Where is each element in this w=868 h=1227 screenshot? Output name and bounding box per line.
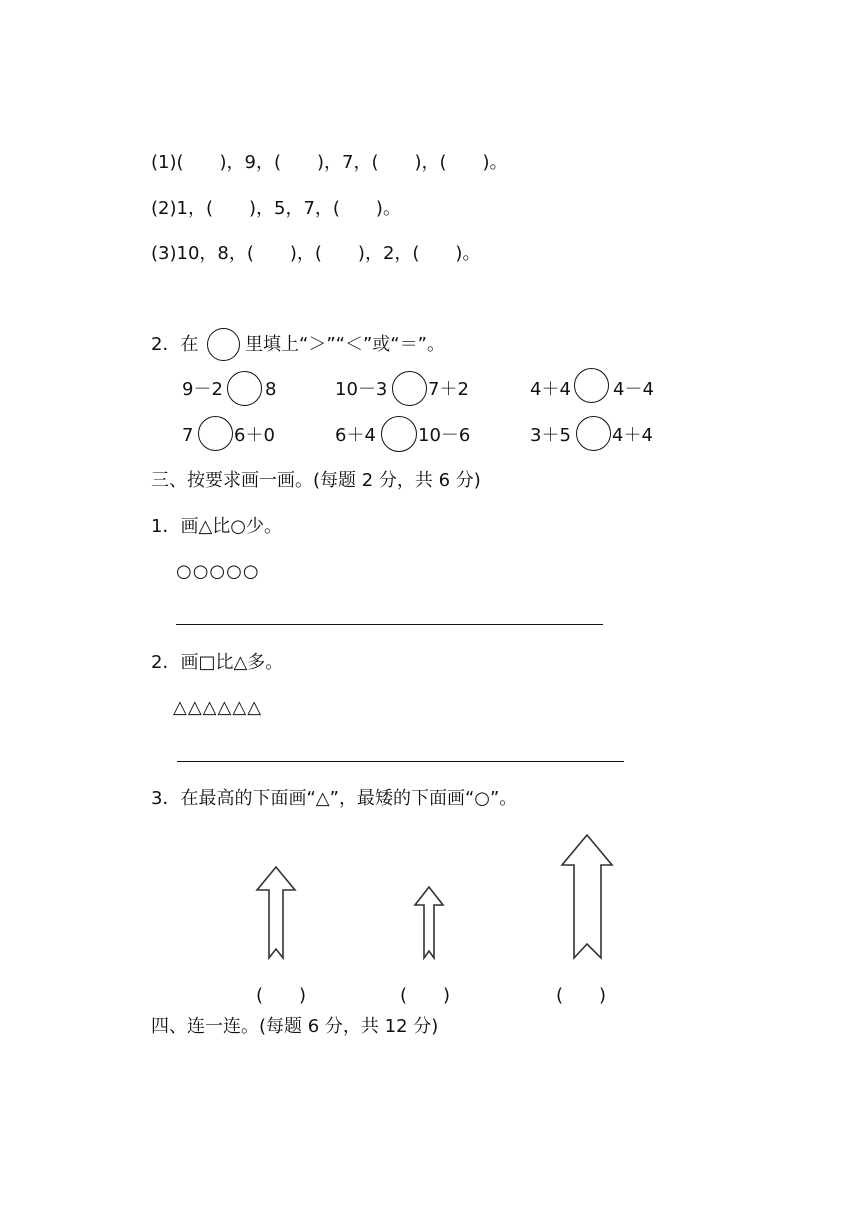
circle-shapes: ○○○○○ [176, 561, 260, 582]
compare-circle[interactable] [198, 416, 233, 451]
q2-suffix: 里填上“＞”“＜”或“＝”。 [245, 334, 445, 355]
compare-left: 4＋4 [530, 379, 571, 400]
sequence-1: (1)( )，9，( )，7，( )，( )。 [151, 152, 508, 173]
compare-right: 7＋2 [428, 379, 469, 400]
answer-blank[interactable]: ( ) [556, 985, 607, 1006]
compare-left: 10－3 [335, 379, 388, 400]
arrow-medium [255, 866, 297, 960]
compare-left: 6＋4 [335, 425, 376, 446]
s3-q1-text: 1．画△比○少。 [151, 516, 283, 537]
answer-blank[interactable]: ( ) [256, 985, 307, 1006]
s3-q3-text: 3．在最高的下面画“△”，最矮的下面画“○”。 [151, 788, 518, 809]
compare-right: 4＋4 [612, 425, 653, 446]
arrow-tall [560, 834, 614, 960]
sequence-3: (3)10，8，( )，( )，2，( )。 [151, 243, 481, 264]
compare-circle[interactable] [574, 368, 609, 403]
compare-left: 3＋5 [530, 425, 571, 446]
q2-prefix: 2．在 [151, 334, 199, 355]
compare-left: 9－2 [182, 379, 223, 400]
compare-right: 6＋0 [234, 425, 275, 446]
compare-left: 7 [182, 425, 194, 446]
answer-circle-example [207, 328, 240, 361]
section4-title: 四、连一连。(每题 6 分，共 12 分) [151, 1016, 439, 1037]
sequence-2: (2)1，( )，5，7，( )。 [151, 198, 401, 219]
section3-title: 三、按要求画一画。(每题 2 分，共 6 分) [151, 470, 481, 491]
arrow-short [413, 886, 445, 960]
compare-circle[interactable] [227, 371, 262, 406]
compare-right: 4－4 [613, 379, 654, 400]
s3-q2-text: 2．画□比△多。 [151, 652, 284, 673]
compare-circle[interactable] [381, 416, 417, 452]
triangle-shapes: △△△△△△ [173, 697, 263, 718]
answer-blank[interactable]: ( ) [400, 985, 451, 1006]
drawing-line[interactable] [177, 761, 624, 762]
compare-right: 10－6 [418, 425, 471, 446]
drawing-line[interactable] [176, 624, 603, 625]
compare-right: 8 [265, 379, 277, 400]
compare-circle[interactable] [576, 416, 611, 451]
compare-circle[interactable] [392, 371, 427, 406]
